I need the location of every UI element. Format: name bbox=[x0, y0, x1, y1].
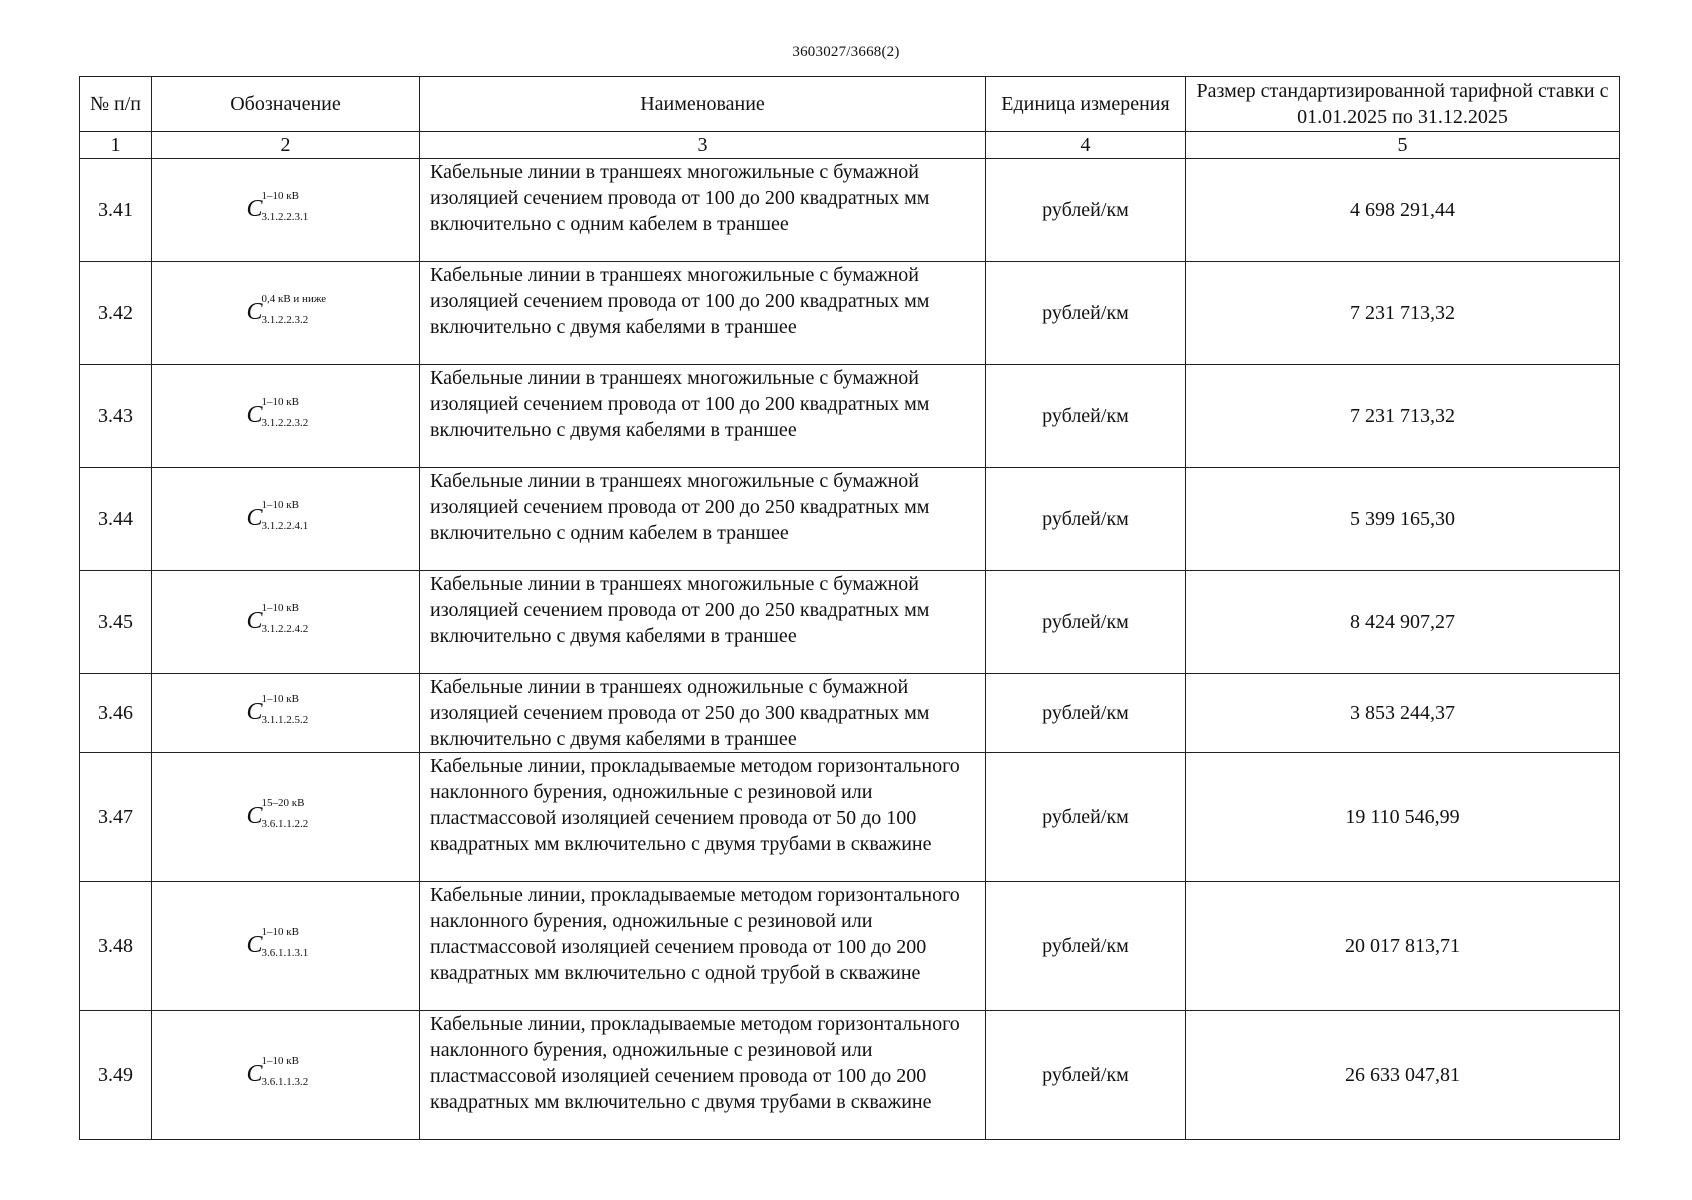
rate-value: 20 017 813,71 bbox=[1186, 882, 1620, 1011]
header-rate: Размер стандартизированной тарифной ставки с 01.01.2025 по 31.12.2025 bbox=[1186, 77, 1620, 132]
name-cell: Кабельные линии, прокладываемые методом горизонтального наклонного бурения, одножильные с резиновой или пластмассовой изоляцией сечением провода от 100 до 200 квадратных мм включительно с двумя трубами в скважине bbox=[420, 1011, 986, 1140]
rate-value: 26 633 047,81 bbox=[1186, 1011, 1620, 1140]
column-number: 4 bbox=[986, 132, 1186, 159]
unit-cell: рублей/км bbox=[986, 882, 1186, 1011]
designation-symbol: C 1–10 кВ 3.1.2.2.4.2 bbox=[246, 602, 309, 635]
table-row bbox=[80, 753, 1620, 882]
designation-cell bbox=[152, 365, 420, 468]
rate-value: 8 424 907,27 bbox=[1186, 571, 1620, 674]
table-row bbox=[80, 159, 1620, 262]
header-num: № п/п bbox=[80, 77, 152, 132]
designation-subscript: 3.6.1.1.3.1 bbox=[261, 947, 309, 959]
table-row bbox=[80, 674, 1620, 753]
designation-superscript: 15–20 кВ bbox=[261, 797, 305, 809]
designation-cell bbox=[152, 753, 420, 882]
unit-cell: рублей/км bbox=[986, 468, 1186, 571]
name-cell: Кабельные линии в траншеях многожильные с бумажной изоляцией сечением провода от 200 до 250 квадратных мм включительно с двумя кабелями в траншее bbox=[420, 571, 986, 674]
name-cell: Кабельные линии в траншеях многожильные с бумажной изоляцией сечением провода от 100 до 200 квадратных мм включительно с одним кабелем в траншее bbox=[420, 159, 986, 262]
table-row bbox=[80, 468, 1620, 571]
unit-cell: рублей/км bbox=[986, 1011, 1186, 1140]
column-number: 3 bbox=[420, 132, 986, 159]
designation-superscript: 1–10 кВ bbox=[261, 926, 299, 938]
row-number: 3.48 bbox=[80, 882, 152, 1011]
name-cell: Кабельные линии, прокладываемые методом горизонтального наклонного бурения, одножильные с резиновой или пластмассовой изоляцией сечением провода от 100 до 200 квадратных мм включительно с одной трубой в скважине bbox=[420, 882, 986, 1011]
designation-symbol: C 1–10 кВ 3.1.2.2.3.1 bbox=[246, 190, 309, 223]
column-number: 1 bbox=[80, 132, 152, 159]
designation-superscript: 1–10 кВ bbox=[261, 1055, 299, 1067]
designation-cell bbox=[152, 571, 420, 674]
designation-cell bbox=[152, 882, 420, 1011]
column-number-row bbox=[80, 132, 1620, 159]
designation-subscript: 3.1.2.2.3.2 bbox=[261, 314, 309, 326]
header-unit: Единица измерения bbox=[986, 77, 1186, 132]
rate-value: 5 399 165,30 bbox=[1186, 468, 1620, 571]
designation-cell bbox=[152, 262, 420, 365]
designation-subscript: 3.6.1.1.2.2 bbox=[261, 818, 309, 830]
name-cell: Кабельные линии в траншеях многожильные с бумажной изоляцией сечением провода от 100 до 200 квадратных мм включительно с двумя кабелями в траншее bbox=[420, 262, 986, 365]
name-cell: Кабельные линии в траншеях многожильные с бумажной изоляцией сечением провода от 100 до 200 квадратных мм включительно с двумя кабелями в траншее bbox=[420, 365, 986, 468]
row-number: 3.47 bbox=[80, 753, 152, 882]
row-number: 3.45 bbox=[80, 571, 152, 674]
row-number: 3.46 bbox=[80, 674, 152, 753]
designation-superscript: 0,4 кВ и ниже bbox=[261, 293, 327, 305]
table-row bbox=[80, 262, 1620, 365]
row-number: 3.43 bbox=[80, 365, 152, 468]
unit-cell: рублей/км bbox=[986, 674, 1186, 753]
table-row bbox=[80, 365, 1620, 468]
designation-subscript: 3.1.2.2.3.2 bbox=[261, 417, 309, 429]
designation-symbol: C 0,4 кВ и ниже 3.1.2.2.3.2 bbox=[246, 293, 327, 326]
designation-subscript: 3.6.1.1.3.2 bbox=[261, 1076, 309, 1088]
row-number: 3.44 bbox=[80, 468, 152, 571]
designation-superscript: 1–10 кВ bbox=[261, 396, 299, 408]
table-row bbox=[80, 882, 1620, 1011]
name-cell: Кабельные линии в траншеях одножильные с бумажной изоляцией сечением провода от 250 до 300 квадратных мм включительно с двумя кабелями в траншее bbox=[420, 674, 986, 753]
designation-symbol: C 1–10 кВ 3.6.1.1.3.1 bbox=[246, 926, 309, 959]
header-name: Наименование bbox=[420, 77, 986, 132]
rate-value: 19 110 546,99 bbox=[1186, 753, 1620, 882]
designation-cell bbox=[152, 468, 420, 571]
header-row bbox=[80, 77, 1620, 132]
unit-cell: рублей/км bbox=[986, 365, 1186, 468]
rate-value: 3 853 244,37 bbox=[1186, 674, 1620, 753]
designation-symbol: C 1–10 кВ 3.1.1.2.5.2 bbox=[246, 693, 309, 726]
table-row bbox=[80, 1011, 1620, 1140]
column-number: 5 bbox=[1186, 132, 1620, 159]
designation-subscript: 3.1.2.2.4.2 bbox=[261, 623, 309, 635]
unit-cell: рублей/км bbox=[986, 159, 1186, 262]
unit-cell: рублей/км bbox=[986, 571, 1186, 674]
designation-symbol: C 15–20 кВ 3.6.1.1.2.2 bbox=[246, 797, 309, 830]
designation-superscript: 1–10 кВ bbox=[261, 602, 299, 614]
tariff-table bbox=[79, 76, 1620, 1140]
designation-symbol: C 1–10 кВ 3.1.2.2.3.2 bbox=[246, 396, 309, 429]
unit-cell: рублей/км bbox=[986, 753, 1186, 882]
designation-subscript: 3.1.1.2.5.2 bbox=[261, 714, 309, 726]
rate-value: 4 698 291,44 bbox=[1186, 159, 1620, 262]
row-number: 3.42 bbox=[80, 262, 152, 365]
row-number: 3.41 bbox=[80, 159, 152, 262]
designation-cell bbox=[152, 159, 420, 262]
designation-superscript: 1–10 кВ bbox=[261, 693, 299, 705]
designation-symbol: C 1–10 кВ 3.1.2.2.4.1 bbox=[246, 499, 309, 532]
name-cell: Кабельные линии в траншеях многожильные с бумажной изоляцией сечением провода от 200 до 250 квадратных мм включительно с одним кабелем в траншее bbox=[420, 468, 986, 571]
designation-superscript: 1–10 кВ bbox=[261, 190, 299, 202]
unit-cell: рублей/км bbox=[986, 262, 1186, 365]
designation-symbol: C 1–10 кВ 3.6.1.1.3.2 bbox=[246, 1055, 309, 1088]
designation-cell bbox=[152, 674, 420, 753]
name-cell: Кабельные линии, прокладываемые методом горизонтального наклонного бурения, одножильные с резиновой или пластмассовой изоляцией сечением провода от 50 до 100 квадратных мм включительно с двумя трубами в скважине bbox=[420, 753, 986, 882]
table-row bbox=[80, 571, 1620, 674]
row-number: 3.49 bbox=[80, 1011, 152, 1140]
designation-subscript: 3.1.2.2.4.1 bbox=[261, 520, 309, 532]
header-designation: Обозначение bbox=[152, 77, 420, 132]
document-id: 3603027/3668(2) bbox=[792, 44, 900, 60]
rate-value: 7 231 713,32 bbox=[1186, 365, 1620, 468]
column-number: 2 bbox=[152, 132, 420, 159]
rate-value: 7 231 713,32 bbox=[1186, 262, 1620, 365]
designation-superscript: 1–10 кВ bbox=[261, 499, 299, 511]
designation-cell bbox=[152, 1011, 420, 1140]
designation-subscript: 3.1.2.2.3.1 bbox=[261, 211, 309, 223]
